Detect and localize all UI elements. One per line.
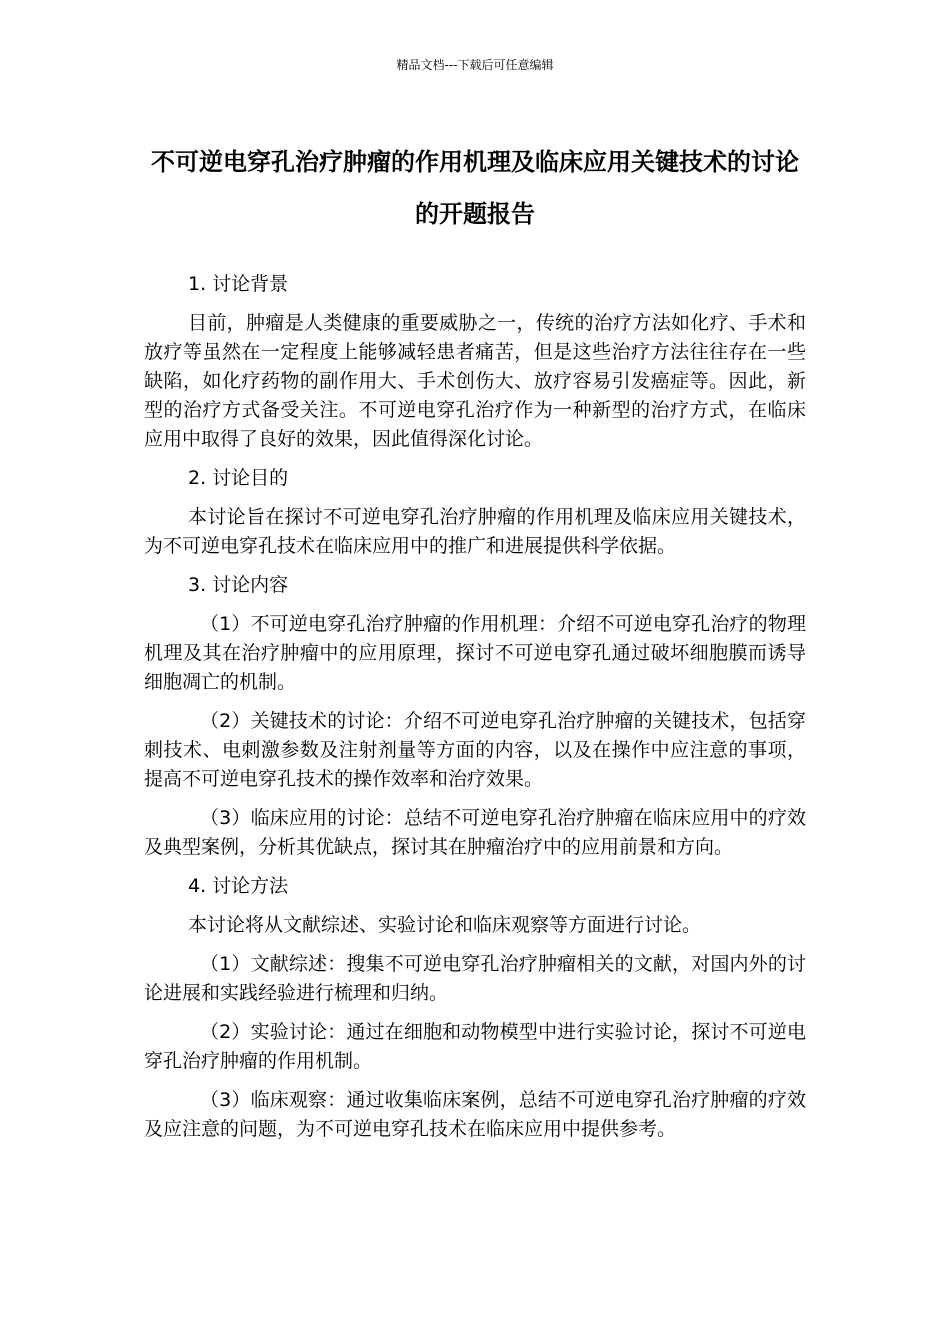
header-note: 精品文档---下载后可任意编辑 [396,58,554,72]
list-item: （2）关键技术的讨论：介绍不可逆电穿孔治疗肿瘤的关键技术，包括穿刺技术、电刺激参数及注射剂量等方面的内容，以及在操作中应注意的事项，提高不可逆电穿孔技术的操作效率和治疗效果。 [144,710,806,790]
list-item: （1）文献综述：搜集不可逆电穿孔治疗肿瘤相关的文献，对国内外的讨论进展和实践经验进行梳理和归纳。 [144,953,806,1004]
section-paragraph: 目前，肿瘤是人类健康的重要威胁之一，传统的治疗方法如化疗、手术和放疗等虽然在一定程度上能够减轻患者痛苦，但是这些治疗方法往往存在一些缺陷，如化疗药物的副作用大、手术创伤大、放疗容易引发癌症等。因此，新型的治疗方式备受关注。不可逆电穿孔治疗作为一种新型的治疗方式，在临床应用中取得了良好的效果，因此值得深化讨论。 [144,312,806,450]
section-heading: 4. 讨论方法 [188,875,289,897]
section-heading: 2. 讨论目的 [188,467,289,489]
section-paragraph: 本讨论旨在探讨不可逆电穿孔治疗肿瘤的作用机理及临床应用关键技术，为不可逆电穿孔技术在临床应用中的推广和进展提供科学依据。 [144,506,806,557]
document-body [144,270,806,1154]
list-item: （2）实验讨论：通过在细胞和动物模型中进行实验讨论，探讨不可逆电穿孔治疗肿瘤的作用机制。 [144,1021,806,1072]
list-item: （3）临床观察：通过收集临床案例，总结不可逆电穿孔治疗肿瘤的疗效及应注意的问题，为不可逆电穿孔技术在临床应用中提供参考。 [144,1089,806,1140]
document-title: 不可逆电穿孔治疗肿瘤的作用机理及临床应用关键技术的讨论的开题报告 [151,148,799,228]
list-item: （1）不可逆电穿孔治疗肿瘤的作用机理：介绍不可逆电穿孔治疗的物理机理及其在治疗肿瘤中的应用原理，探讨不可逆电穿孔通过破坏细胞膜而诱导细胞凋亡的机制。 [144,613,806,693]
section-paragraph: 本讨论将从文献综述、实验讨论和临床观察等方面进行讨论。 [188,914,702,936]
section-heading: 3. 讨论内容 [188,574,289,596]
list-item: （3）临床应用的讨论：总结不可逆电穿孔治疗肿瘤在临床应用中的疗效及典型案例，分析其优缺点，探讨其在肿瘤治疗中的应用前景和方向。 [144,807,806,858]
section-heading: 1. 讨论背景 [188,273,289,295]
